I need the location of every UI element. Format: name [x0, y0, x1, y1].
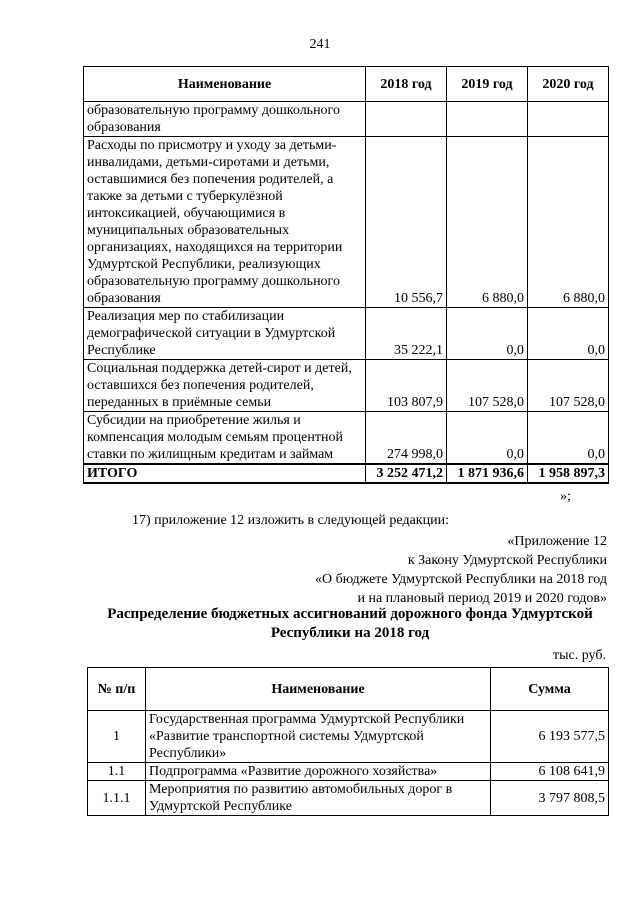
- table-row: [84, 412, 609, 465]
- table-row: [84, 137, 609, 308]
- total-2020: 1 958 897,3: [528, 464, 609, 483]
- section-title: [60, 605, 640, 643]
- page-number: 241: [309, 37, 331, 52]
- row-value-2020: 0,0: [528, 412, 609, 465]
- total-label: ИТОГО: [84, 464, 366, 483]
- table-row: [88, 711, 609, 763]
- appendix-line: «Приложение 12: [507, 534, 607, 549]
- appendix-heading: [315, 532, 607, 608]
- row-sum: 3 797 808,5: [491, 781, 609, 816]
- row-name: Мероприятия по развитию автомобильных дорог в Удмуртской Республике: [146, 781, 491, 816]
- unit-label: тыс. руб.: [553, 648, 606, 663]
- row-value-2020: 0,0: [528, 308, 609, 360]
- table-row: [84, 308, 609, 360]
- table-row: [84, 102, 609, 137]
- header-sum: Сумма: [491, 668, 609, 711]
- row-name: Социальная поддержка детей-сирот и детей, оставшихся без попечения родителей, переданных в приёмные семьи: [84, 360, 366, 412]
- appendix-line: к Закону Удмуртской Республики: [407, 553, 607, 568]
- instruction-text: 17) приложение 12 изложить в следующей редакции:: [132, 513, 449, 528]
- header-2018: 2018 год: [366, 67, 447, 102]
- row-value-2019: 6 880,0: [447, 137, 528, 308]
- row-sum: 6 108 641,9: [491, 763, 609, 781]
- total-row: [84, 464, 609, 483]
- table-row: [88, 781, 609, 816]
- row-value-2019: [447, 102, 528, 137]
- header-name: Наименование: [84, 67, 366, 102]
- row-value-2018: 10 556,7: [366, 137, 447, 308]
- row-name: Подпрограмма «Развитие дорожного хозяйства»: [146, 763, 491, 781]
- table-row: [88, 763, 609, 781]
- closing-quote: »;: [560, 489, 571, 504]
- budget-table: [83, 66, 609, 484]
- row-value-2018: 35 222,1: [366, 308, 447, 360]
- row-value-2019: 107 528,0: [447, 360, 528, 412]
- row-value-2018: 103 807,9: [366, 360, 447, 412]
- total-2019: 1 871 936,6: [447, 464, 528, 483]
- row-number: 1.1.1: [88, 781, 146, 816]
- row-value-2018: [366, 102, 447, 137]
- row-name: Государственная программа Удмуртской Республики «Развитие транспортной системы Удмуртской Республики»: [146, 711, 491, 763]
- row-sum: 6 193 577,5: [491, 711, 609, 763]
- road-fund-table: [87, 667, 609, 816]
- row-number: 1: [88, 711, 146, 763]
- row-name: Реализация мер по стабилизации демографической ситуации в Удмуртской Республике: [84, 308, 366, 360]
- header-2020: 2020 год: [528, 67, 609, 102]
- header-number: № п/п: [88, 668, 146, 711]
- table-row: [84, 360, 609, 412]
- appendix-line: и на плановый период 2019 и 2020 годов»: [357, 591, 607, 606]
- row-name: образовательную программу дошкольного образования: [84, 102, 366, 137]
- row-value-2019: 0,0: [447, 412, 528, 465]
- row-value-2020: 6 880,0: [528, 137, 609, 308]
- row-value-2020: [528, 102, 609, 137]
- title-line: Республики на 2018 год: [270, 625, 430, 641]
- title-line: Распределение бюджетных ассигнований дорожного фонда Удмуртской: [107, 606, 593, 622]
- row-name: Субсидии на приобретение жилья и компенсация молодым семьям процентной ставки по жилищным кредитам и займам: [84, 412, 366, 465]
- header-name: Наименование: [146, 668, 491, 711]
- row-number: 1.1: [88, 763, 146, 781]
- row-value-2020: 107 528,0: [528, 360, 609, 412]
- row-value-2018: 274 998,0: [366, 412, 447, 465]
- header-2019: 2019 год: [447, 67, 528, 102]
- total-2018: 3 252 471,2: [366, 464, 447, 483]
- row-name: Расходы по присмотру и уходу за детьми-инвалидами, детьми-сиротами и детьми, оставшимися без попечения родителей, а также за детьми с туберкулёзной интоксикацией, обучающимися в муниципальных образовательных организациях, находящихся на территории Удмуртской Республики, реализующих образовательную программу дошкольного образования: [84, 137, 366, 308]
- row-value-2019: 0,0: [447, 308, 528, 360]
- appendix-line: «О бюджете Удмуртской Республики на 2018 год: [314, 572, 607, 587]
